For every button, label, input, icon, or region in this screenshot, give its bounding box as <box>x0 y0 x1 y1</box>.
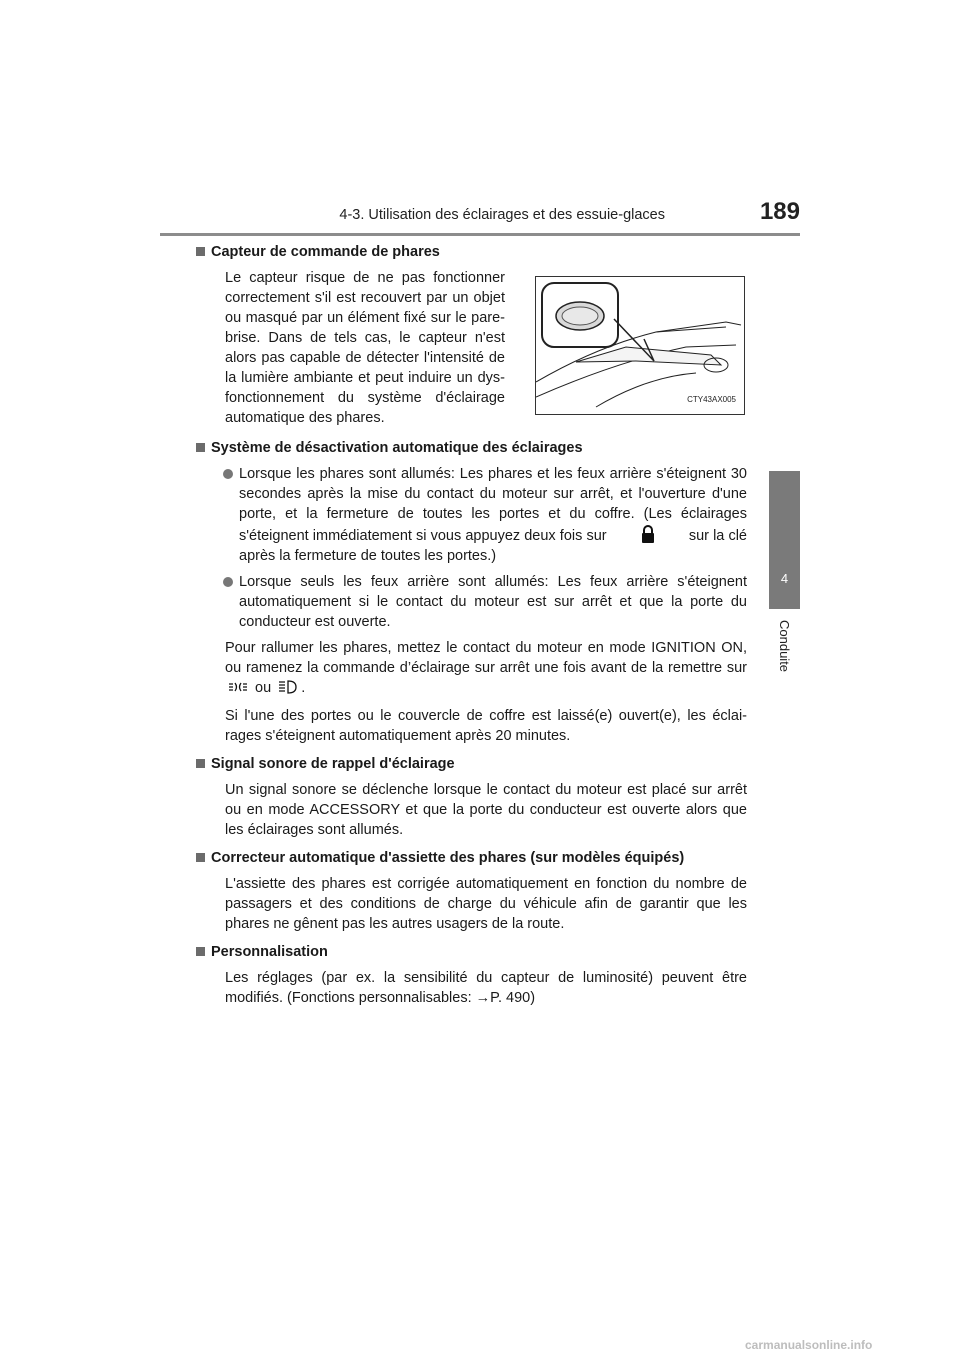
header-divider <box>160 233 800 236</box>
heading-capteur: Capteur de commande de phares <box>211 242 747 262</box>
square-bullet-icon <box>196 947 205 956</box>
page-content <box>211 242 747 1016</box>
parking-light-icon <box>229 680 247 694</box>
figure-code: CTY43AX005 <box>687 395 736 404</box>
capteur-text: Le capteur risque de ne pas fonctionner correctement s'il est recouvert par un objet ou masqué par un élément fixé sur le pare-brise. Dans de tels cas, le capteur n'est alors pas capable de détecter l'intensité de la lumière ambiante et peut induire un dys-fonctionnement du système d'éclairage automatique des phares. <box>225 270 505 426</box>
sensor-illustration <box>535 276 745 415</box>
signal-text: Un signal sonore se déclenche lorsque le contact du moteur est placé sur arrêt ou en mode ACCESSORY et que la porte du conducteur est ouverte alors que les éclairages sont allumés. <box>225 782 747 838</box>
page-header <box>160 0 800 240</box>
portes-ouvertes-text: Si l'une des portes ou le couvercle de coffre est laissé(e) ouvert(e), les éclai-rages s'éteignent automatiquement après 20 minutes. <box>225 708 747 744</box>
section-title: 4-3. Utilisation des éclairages et des essuie-glaces <box>339 207 665 223</box>
heading-personnalisation: Personnalisation <box>211 942 747 962</box>
heading-signal: Signal sonore de rappel d'éclairage <box>211 754 747 774</box>
square-bullet-icon <box>196 247 205 256</box>
capteur-block <box>225 268 747 428</box>
chapter-label: Conduite <box>777 620 792 673</box>
personnalisation-text: Les réglages (par ex. la sensibilité du capteur de luminosité) peuvent être modifiés. (Fonctions personnalisables: →P. 490) <box>225 970 747 1006</box>
heading-desactivation: Système de désactivation automatique des éclairages <box>211 438 747 458</box>
round-bullet-icon <box>223 469 233 479</box>
square-bullet-icon <box>196 759 205 768</box>
headlight-icon <box>279 680 297 694</box>
heading-correcteur: Correcteur automatique d'assiette des phares (sur modèles équipés) <box>211 848 747 868</box>
chapter-tab <box>769 471 800 609</box>
lock-icon <box>641 524 655 544</box>
square-bullet-icon <box>196 443 205 452</box>
rallumer-text: Pour rallumer les phares, mettez le contact du moteur en mode IGNITION ON, ou ramenez la commande d’éclairage sur arrêt une fois avant de la remettre sur ou . <box>225 640 747 696</box>
correcteur-text: L'assiette des phares est corrigée automatiquement en fonction du nombre de passagers et des conditions de charge du véhicule afin de garantir que les phares ne gênent pas les autres usagers de la route. <box>225 876 747 932</box>
square-bullet-icon <box>196 853 205 862</box>
bullet-feux-arriere: Lorsque seuls les feux arrière sont allumés: Les feux arrière s'éteignent automatiquement si le contact du moteur est sur arrêt et que la porte du conducteur est ouverte. <box>239 572 747 632</box>
page-number: 189 <box>759 198 800 225</box>
watermark: carmanualsonline.info <box>745 1338 873 1352</box>
bullet-phares-allumes: Lorsque les phares sont allumés: Les phares et les feux arrière s'éteignent 30 secondes après la mise du contact du moteur sur arrêt, et l'ouverture d'une porte, et la fermeture de toutes les portes et du coffre. (Les éclairages s'éteignent immédiatement si vous appuyez deux fois sur sur la clé après la fermeture de toutes les portes.) <box>239 464 747 566</box>
round-bullet-icon <box>223 577 233 587</box>
chapter-number: 4 <box>780 571 789 586</box>
